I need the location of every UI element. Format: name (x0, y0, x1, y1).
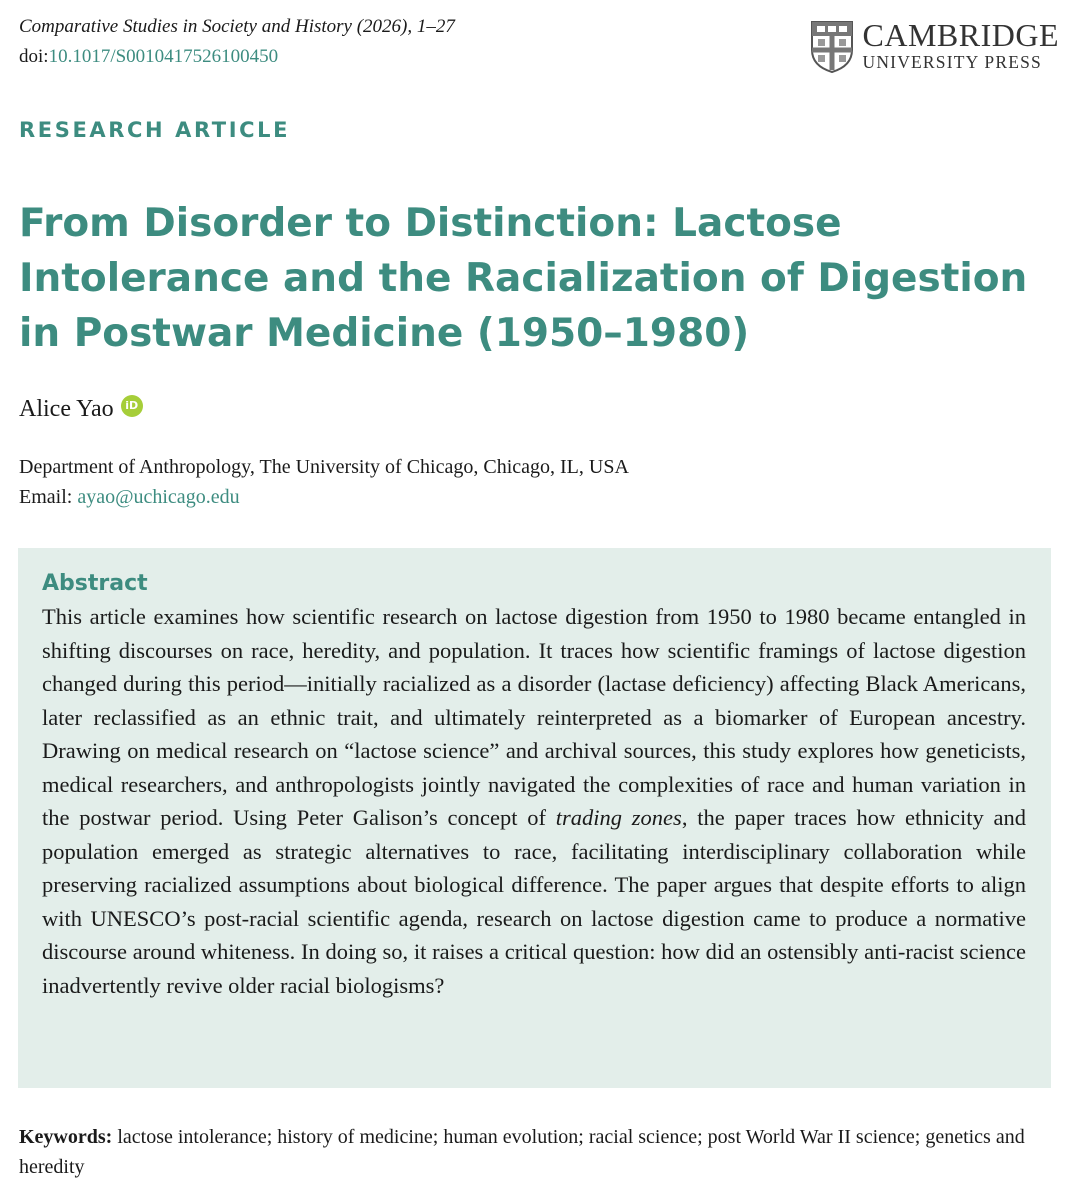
abstract-text-part1: This article examines how scientific research on lactose digestion from 1950 to 1980 became entangled in shifting discourses on race, heredity, and population. It traces how scientific framings of lactose digestion changed during this period—initially racialized as a disorder (lactase deficiency) affecting Black Americans, later reclassified as an ethnic trait, and ultimately reinterpreted as a biomarker of European ancestry. Drawing on medical research on “lactose science” and archival sources, this study explores how geneticists, medical researchers, and anthropologists jointly navigated the complexities of race and human variation in the postwar period. Using Peter Galison’s concept of (42, 604, 1026, 830)
author-name[interactable]: Alice Yao (19, 396, 114, 422)
doi-link[interactable]: 10.1017/S0010417526100450 (48, 46, 279, 67)
affiliation-block (19, 452, 629, 512)
doi-line (19, 46, 278, 68)
keywords-block (19, 1122, 1059, 1182)
abstract-text (42, 600, 1026, 1002)
author-line (19, 396, 143, 423)
cambridge-shield-icon (810, 20, 854, 74)
article-type-label: RESEARCH ARTICLE (19, 118, 291, 142)
keywords-text: lactose intolerance; history of medicine; human evolution; racial science; post World War II science; genetics and heredity (19, 1126, 1025, 1178)
page-header (19, 14, 1059, 94)
publisher-name-sub: UNIVERSITY PRESS (862, 52, 1042, 72)
abstract-box (18, 548, 1051, 1088)
abstract-heading: Abstract (42, 571, 148, 596)
journal-citation: Comparative Studies in Society and History (2026), 1–27 (19, 16, 455, 37)
publisher-logo (810, 18, 1059, 78)
email-label: Email: (19, 486, 73, 508)
affiliation-department: Department of Anthropology, The University of Chicago, Chicago, IL, USA (19, 456, 629, 478)
email-link[interactable]: ayao@uchicago.edu (77, 486, 240, 508)
email-line (19, 482, 629, 512)
article-title: From Disorder to Distinction: Lactose Intolerance and the Racialization of Digestion in Postwar Medicine (1950–1980) (19, 201, 1028, 356)
doi-prefix: doi: (19, 46, 49, 67)
publisher-name-main: CAMBRIDGE (862, 17, 1059, 53)
abstract-emphasis: trading zones (555, 805, 682, 830)
abstract-text-part2: , the paper traces how ethnicity and population emerged as strategic alternatives to race, facilitating interdisciplinary collaboration while preserving racialized assumptions about biological difference. The paper argues that despite efforts to align with UNESCO’s post-racial scientific agenda, research on lactose digestion came to produce a normative discourse around whiteness. In doing so, it raises a critical question: how did an ostensibly anti-racist science inadvertently revive older racial biologisms? (42, 805, 1026, 998)
keywords-label: Keywords: (19, 1126, 113, 1148)
publisher-name (862, 18, 1059, 72)
orcid-icon[interactable]: iD (121, 395, 143, 417)
